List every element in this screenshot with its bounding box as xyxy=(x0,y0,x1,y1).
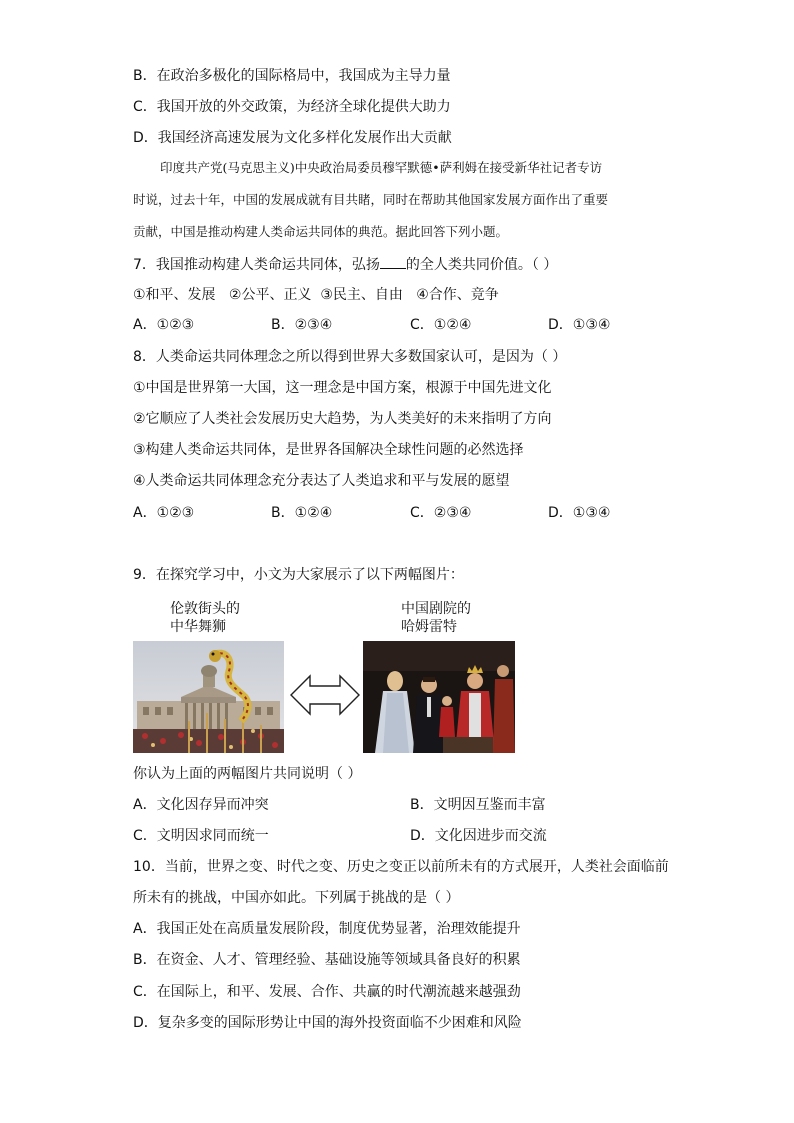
caption-right-line-1: 中国剧院的 xyxy=(401,601,471,617)
q8-option-d: D．①③④ xyxy=(548,505,611,521)
q7-option-c: C．①②④ xyxy=(410,317,472,333)
q10-stem-line-2: 所未有的挑战，中国亦如此。下列属于挑战的是（ ） xyxy=(133,890,460,906)
q7-option-d: D．①③④ xyxy=(548,317,611,333)
q7-items: ①和平、发展 ②公平、正义 ③民主、自由 ④合作、竞争 xyxy=(133,287,499,303)
q10-option-d: D．复杂多变的国际形势让中国的海外投资面临不少困难和风险 xyxy=(133,1015,522,1031)
q7-stem-before: 7．我国推动构建人类命运共同体，弘扬 xyxy=(133,257,380,273)
q7-option-b: B．②③④ xyxy=(271,317,333,333)
q8-item-1: ①中国是世界第一大国，这一理念是中国方案，根源于中国先进文化 xyxy=(133,380,552,396)
caption-right-line-2: 哈姆雷特 xyxy=(401,619,457,635)
q10-stem-line-1: 10．当前，世界之变、时代之变、历史之变正以前所未有的方式展开，人类社会面临前 xyxy=(133,859,669,875)
q10-option-b: B．在资金、人才、管理经验、基础设施等领域具备良好的积累 xyxy=(133,952,521,968)
caption-left-line-1: 伦敦街头的 xyxy=(170,601,240,617)
hamlet-stage-photo xyxy=(363,641,515,753)
q9-option-b: B．文明因互鉴而丰富 xyxy=(410,797,546,813)
q6-option-b: B．在政治多极化的国际格局中，我国成为主导力量 xyxy=(133,68,451,84)
q10-option-a: A．我国正处在高质量发展阶段，制度优势显著，治理效能提升 xyxy=(133,921,521,937)
q9-option-a: A．文化因存异而冲突 xyxy=(133,797,269,813)
q8-item-4: ④人类命运共同体理念充分表达了人类追求和平与发展的愿望 xyxy=(133,473,510,489)
q9-option-c: C．文明因求同而统一 xyxy=(133,828,269,844)
q6-option-d: D．我国经济高速发展为文化多样化发展作出大贡献 xyxy=(133,130,452,146)
q7-stem xyxy=(133,255,557,274)
q8-item-3: ③构建人类命运共同体，是世界各国解决全球性问题的必然选择 xyxy=(133,442,524,458)
passage-line-3: 贡献，中国是推动构建人类命运共同体的典范。据此回答下列小题。 xyxy=(133,224,509,239)
double-arrow-icon xyxy=(290,674,360,716)
q9-stem: 9．在探究学习中，小文为大家展示了以下两幅图片： xyxy=(133,567,464,583)
lion-dance-photo xyxy=(133,641,284,753)
passage-line-1: 印度共产党(马克思主义)中央政治局委员穆罕默德•萨利姆在接受新华社记者专访 xyxy=(160,160,603,175)
q9-question: 你认为上面的两幅图片共同说明（ ） xyxy=(133,766,362,782)
reading-passage xyxy=(133,152,663,248)
q9-option-d: D．文化因进步而交流 xyxy=(410,828,547,844)
q8-option-b: B．①②④ xyxy=(271,505,333,521)
caption-left-line-2: 中华舞狮 xyxy=(170,619,226,635)
q7-option-a: A．①②③ xyxy=(133,317,195,333)
q7-stem-after: 的全人类共同价值。（ ） xyxy=(405,257,558,273)
q8-item-2: ②它顺应了人类社会发展历史大趋势，为人类美好的未来指明了方向 xyxy=(133,411,552,427)
q7-blank xyxy=(380,255,406,269)
q8-stem: 8．人类命运共同体理念之所以得到世界大多数国家认可，是因为（ ） xyxy=(133,349,567,365)
q8-option-a: A．①②③ xyxy=(133,505,195,521)
q10-option-c: C．在国际上，和平、发展、合作、共赢的时代潮流越来越强劲 xyxy=(133,984,521,1000)
q6-option-c: C．我国开放的外交政策，为经济全球化提供大助力 xyxy=(133,99,451,115)
passage-line-2: 时说，过去十年，中国的发展成就有目共睹，同时在帮助其他国家发展方面作出了重要 xyxy=(133,192,609,207)
q8-option-c: C．②③④ xyxy=(410,505,472,521)
